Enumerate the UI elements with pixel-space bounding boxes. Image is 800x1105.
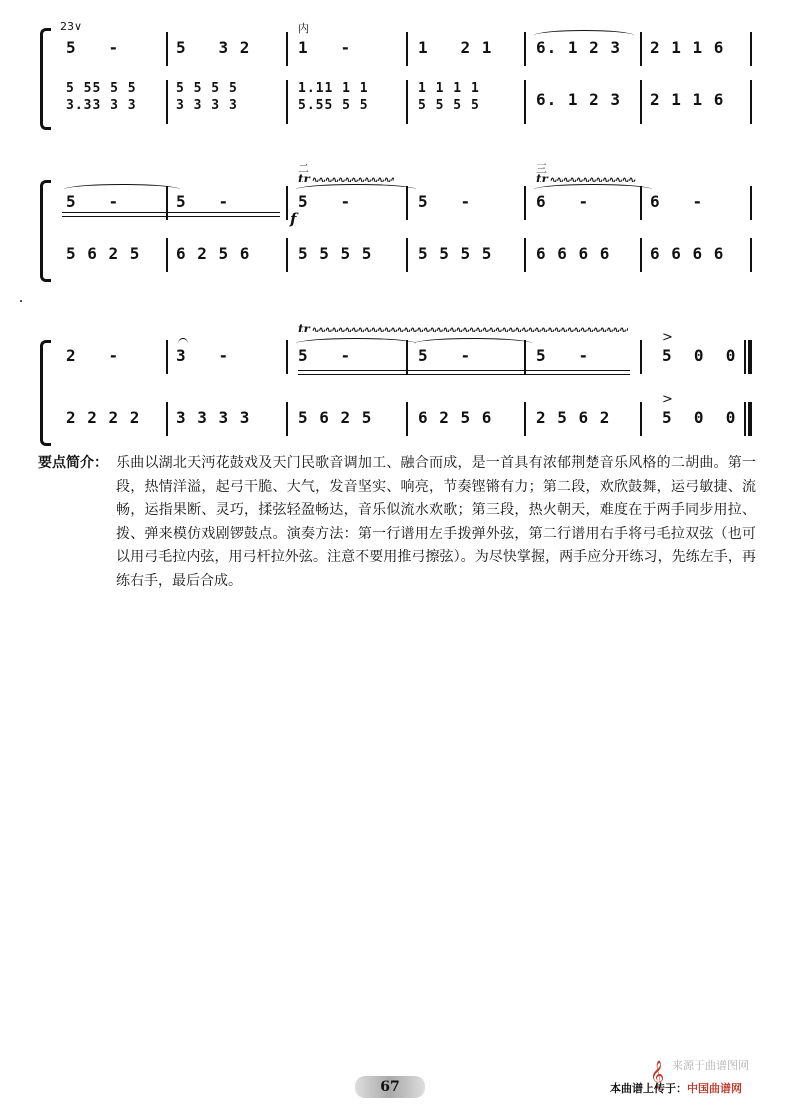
measure-5: 5 - [536, 346, 590, 365]
barline [750, 80, 752, 124]
final-barline [748, 340, 752, 374]
measure-4: 1 1 1 1 5 5 5 5 [418, 81, 480, 113]
measure-1: 5 55 5 5 3.33 3 3 [66, 81, 137, 113]
barline [406, 238, 408, 272]
measure-2: 6 2 5 6 [176, 244, 251, 263]
barline [750, 238, 752, 272]
slur [296, 184, 416, 195]
grace-mark: 23∨ [60, 20, 83, 33]
barline [166, 340, 168, 374]
barline [640, 402, 642, 436]
measure-2: 3 3 3 3 [176, 408, 251, 427]
credit-prefix: 本曲谱上传于： [610, 1082, 687, 1095]
page-number: 67 [355, 1076, 425, 1098]
measure-6: 5 0 0 [662, 408, 737, 427]
forte-dynamic: f [290, 210, 297, 228]
final-barline [748, 402, 752, 436]
measure-5: 2 5 6 2 [536, 408, 611, 427]
slur [296, 338, 416, 349]
measure-4: 5 5 5 5 [418, 244, 493, 263]
barline [286, 186, 288, 220]
upper-staff [58, 322, 752, 374]
barline [640, 238, 642, 272]
barline [750, 186, 752, 220]
barline [166, 402, 168, 436]
measure-6: 2 1 1 6 [650, 90, 725, 109]
measure-5: 6 6 6 6 [536, 244, 611, 263]
dynamic-hairpin [62, 212, 280, 213]
inner-string-mark: 内 [298, 22, 309, 35]
barline [406, 80, 408, 124]
slur [64, 184, 180, 195]
barline [286, 402, 288, 436]
measure-4: 5 - [418, 192, 472, 211]
slur [534, 30, 634, 41]
accent-mark: > [662, 330, 673, 345]
barline [744, 340, 746, 374]
measure-1: 5 - [66, 192, 120, 211]
barline [744, 402, 746, 436]
barline [406, 402, 408, 436]
source-watermark: 来源于曲谱图网 [672, 1059, 749, 1072]
measure-4: 6 2 5 6 [418, 408, 493, 427]
third-position-mark: 三 [536, 162, 547, 175]
barline [166, 238, 168, 272]
notes-body: 乐曲以湖北天沔花鼓戏及天门民歌音调加工、融合而成，是一首具有浓郁荆楚音乐风格的二胡曲。第一段，热情洋溢，起弓干脆、大气，发音坚实、响亮，节奏铿锵有力；第二段，欢欣鼓舞，运弓敏捷、流畅，运指果断、灵巧，揉弦轻盈畅达，音乐似流水欢歌；第三段，热火朝天，难度在于两手同步用拉、拨、弹来模仿戏剧锣鼓点。演奏方法：第一行谱用左手拨弹外弦，第二行谱用右手将弓毛拉双弦（也可以用弓毛拉内弦，用弓杆拉外弦。注意不要用推弓擦弦）。为尽快掌握，两手应分开练习，先练左手，再练右手，最后合成。 [116, 455, 756, 589]
measure-5: 6. 1 2 3 [536, 38, 622, 57]
measure-4: 5 - [418, 346, 472, 365]
measure-2: 3 - [176, 346, 230, 365]
system-brace [40, 180, 51, 282]
barline [524, 80, 526, 124]
measure-2: 5 5 5 5 3 3 3 3 [176, 81, 238, 113]
barline [286, 32, 288, 66]
measure-6: 6 6 6 6 [650, 244, 725, 263]
measure-3: 5 6 2 5 [298, 408, 373, 427]
barline [286, 238, 288, 272]
measure-3: 1.11 1 1 5.55 5 5 [298, 81, 369, 113]
credit-brand-link[interactable]: 中国曲谱网 [687, 1082, 742, 1095]
slur [414, 338, 532, 349]
measure-1: 5 - [66, 38, 120, 57]
barline [640, 80, 642, 124]
barline [524, 186, 526, 220]
measure-6: 6 - [650, 192, 704, 211]
lower-staff [58, 210, 752, 272]
system-brace [40, 28, 51, 130]
measure-2: 5 3 2 [176, 38, 251, 57]
slur [534, 184, 652, 195]
trill-mark: tr ∿∿∿∿∿∿∿∿∿∿∿∿∿∿∿∿∿∿∿∿∿∿∿∿∿∿∿∿∿∿∿∿∿∿∿∿∿∿∿∿∿∿∿∿∿∿∿∿∿∿∿∿∿∿∿∿∿∿∿∿∿∿∿∿∿∿∿∿∿∿∿∿∿∿∿ [298, 322, 628, 332]
barline [166, 32, 168, 66]
second-position-mark: 二 [298, 162, 309, 175]
lower-staff [58, 80, 752, 124]
barline [750, 32, 752, 66]
barline [406, 32, 408, 66]
barline [524, 32, 526, 66]
treble-clef-logo-icon: 𝄞 [650, 1060, 665, 1088]
measure-1: 2 - [66, 346, 120, 365]
upper-staff [58, 162, 752, 220]
measure-2: 5 - [176, 192, 230, 211]
barline [166, 80, 168, 124]
measure-5: 6 - [536, 192, 590, 211]
system-brace [40, 340, 51, 446]
dynamic-hairpin [62, 216, 280, 217]
measure-3: 5 5 5 5 [298, 244, 373, 263]
barline [640, 32, 642, 66]
measure-1: 2 2 2 2 [66, 408, 141, 427]
measure-1: 5 6 2 5 [66, 244, 141, 263]
measure-3: 5 - [298, 346, 352, 365]
barline [286, 340, 288, 374]
barline [524, 238, 526, 272]
trill-mark: tr ∿∿∿∿∿∿∿∿∿∿∿∿∿∿∿∿∿∿∿∿∿∿∿∿∿∿∿∿∿∿∿∿∿∿∿∿∿∿∿∿∿∿∿∿∿∿∿∿∿∿∿∿∿∿∿∿∿∿∿∿∿∿∿∿∿∿∿∿∿∿∿∿∿∿∿ [298, 172, 394, 182]
upper-staff [58, 20, 752, 66]
scan-dot [20, 300, 22, 302]
accent-mark: > [662, 392, 673, 407]
slur [178, 338, 188, 349]
trill-mark: tr ∿∿∿∿∿∿∿∿∿∿∿∿∿∿∿∿∿∿∿∿∿∿∿∿∿∿∿∿∿∿∿∿∿∿∿∿∿∿∿∿∿∿∿∿∿∿∿∿∿∿∿∿∿∿∿∿∿∿∿∿∿∿∿∿∿∿∿∿∿∿∿∿∿∿∿ [536, 172, 636, 182]
measure-3: 1 - [298, 38, 352, 57]
dynamic-hairpin [298, 374, 630, 375]
notes-label: 要点简介： [38, 455, 108, 471]
measure-3: 5 - [298, 192, 352, 211]
measure-4: 1 2 1 [418, 38, 493, 57]
barline [524, 402, 526, 436]
measure-5: 6. 1 2 3 [536, 90, 622, 109]
measure-6: 2 1 1 6 [650, 38, 725, 57]
lower-staff [58, 392, 752, 436]
barline [640, 340, 642, 374]
measure-6: 5 0 0 [662, 346, 737, 365]
dynamic-hairpin [298, 370, 630, 371]
barline [286, 80, 288, 124]
upload-credit [610, 1080, 742, 1096]
